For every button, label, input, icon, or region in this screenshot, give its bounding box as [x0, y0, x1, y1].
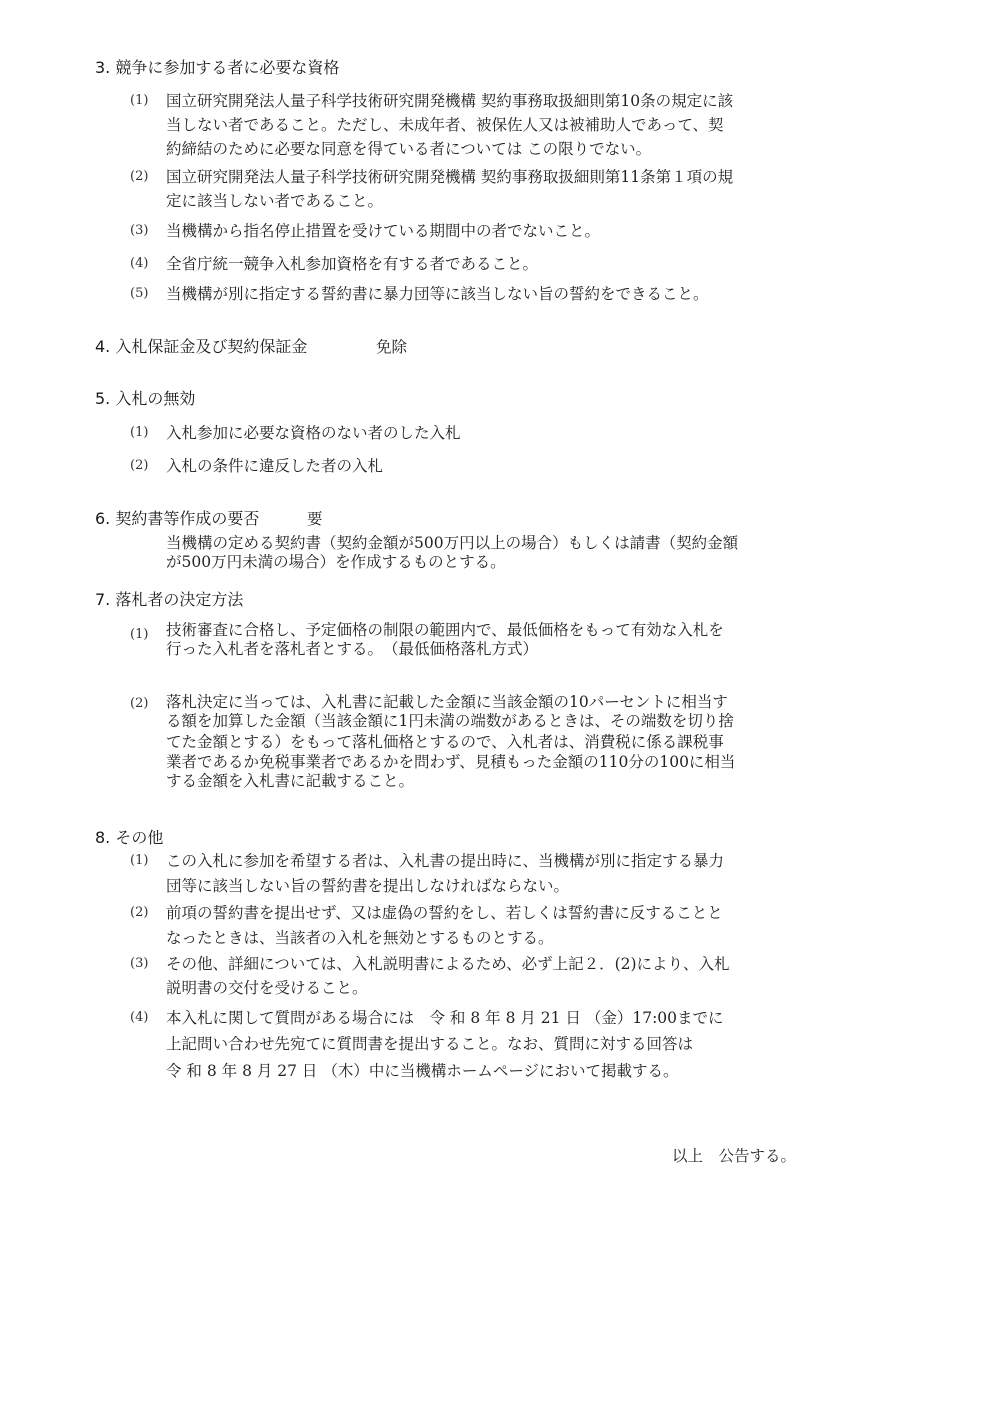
item-text: 令 和 8 年 8 月 27 日 （木）中に当機構ホームページにおいて掲載する。: [166, 1062, 679, 1080]
item-text: 国立研究開発法人量子科学技術研究開発機構 契約事務取扱細則第10条の規定に該: [166, 92, 734, 110]
section-text: 当機構の定める契約書（契約金額が500万円以上の場合）もしくは請書（契約金額: [166, 534, 739, 552]
item-text: なったときは、当該者の入札を無効とするものとする。: [166, 929, 554, 947]
section-heading: 4. 入札保証金及び契約保証金: [95, 337, 308, 356]
section-heading: 8. その他: [95, 828, 164, 847]
item-text: 国立研究開発法人量子科学技術研究開発機構 契約事務取扱細則第11条第１項の規: [166, 168, 734, 186]
item-text: 当機構が別に指定する誓約書に暴力団等に該当しない旨の誓約をできること。: [166, 285, 709, 303]
item-number: (4): [130, 1010, 149, 1025]
item-text: 行った入札者を落札者とする。 （最低価格落札方式）: [166, 640, 539, 658]
closing-statement: 以上 公告する。: [672, 1147, 797, 1165]
item-text: 前項の誓約書を提出せず、又は虚偽の誓約をし、若しくは誓約書に反することと: [166, 904, 723, 922]
item-number: (2): [130, 169, 149, 184]
item-text: 当しない者であること。ただし、未成年者、被保佐人又は被補助人であって、契: [166, 116, 724, 134]
item-text: 約締結のために必要な同意を得ている者については この限りでない。: [166, 140, 652, 158]
item-number: (4): [130, 256, 149, 271]
item-number: (2): [130, 905, 149, 920]
item-text: する金額を入札書に記載すること。: [166, 772, 415, 790]
item-text: 入札参加に必要な資格のない者のした入札: [166, 424, 461, 442]
section-heading: 5. 入札の無効: [95, 389, 196, 408]
item-number: (3): [130, 956, 149, 971]
item-text: 業者であるか免税事業者であるかを問わず、見積もった金額の110分の100に相当: [166, 753, 736, 771]
section-heading: 7. 落札者の決定方法: [95, 590, 244, 609]
item-text: 技術審査に合格し、予定価格の制限の範囲内で、最低価格をもって有効な入札を: [166, 621, 724, 639]
section-text: が500万円未満の場合）を作成するものとする。: [166, 553, 506, 571]
item-text: 本入札に関して質問がある場合には 令 和 8 年 8 月 21 日 （金）17:00までに: [166, 1009, 724, 1027]
section-heading: 6. 契約書等作成の要否: [95, 509, 260, 528]
item-number: (1): [130, 93, 149, 108]
item-number: (2): [130, 696, 149, 711]
item-number: (1): [130, 425, 149, 440]
item-text: この入札に参加を希望する者は、入札書の提出時に、当機構が別に指定する暴力: [166, 852, 725, 870]
item-number: (2): [130, 458, 149, 473]
item-number: (1): [130, 627, 149, 642]
item-text: その他、詳細については、入札説明書によるため、必ず上記２．(2)により、入札: [166, 955, 730, 973]
section-value: 要: [307, 510, 323, 528]
section-value: 免除: [376, 338, 408, 356]
item-text: 説明書の交付を受けること。: [166, 979, 368, 997]
item-text: 入札の条件に違反した者の入札: [166, 457, 384, 475]
item-text: 当機構から指名停止措置を受けている期間中の者でないこと。: [166, 222, 601, 240]
item-text: 団等に該当しない旨の誓約書を提出しなければならない。: [166, 877, 570, 895]
item-text: る額を加算した金額（当該金額に1円未満の端数があるときは、その端数を切り捨: [166, 712, 734, 730]
item-number: (1): [130, 853, 149, 868]
item-number: (5): [130, 286, 149, 301]
item-number: (3): [130, 223, 149, 238]
section-heading: 3. 競争に参加する者に必要な資格: [95, 58, 340, 77]
item-text: 全省庁統一競争入札参加資格を有する者であること。: [166, 255, 539, 273]
item-text: 落札決定に当っては、入札書に記載した金額に当該金額の10パーセントに相当す: [166, 693, 728, 711]
item-text: てた金額とする）をもって落札価格とするので、入札者は、消費税に係る課税事: [166, 733, 724, 751]
item-text: 定に該当しない者であること。: [166, 192, 384, 210]
item-text: 上記問い合わせ先宛てに質問書を提出すること。なお、質問に対する回答は: [166, 1035, 694, 1053]
